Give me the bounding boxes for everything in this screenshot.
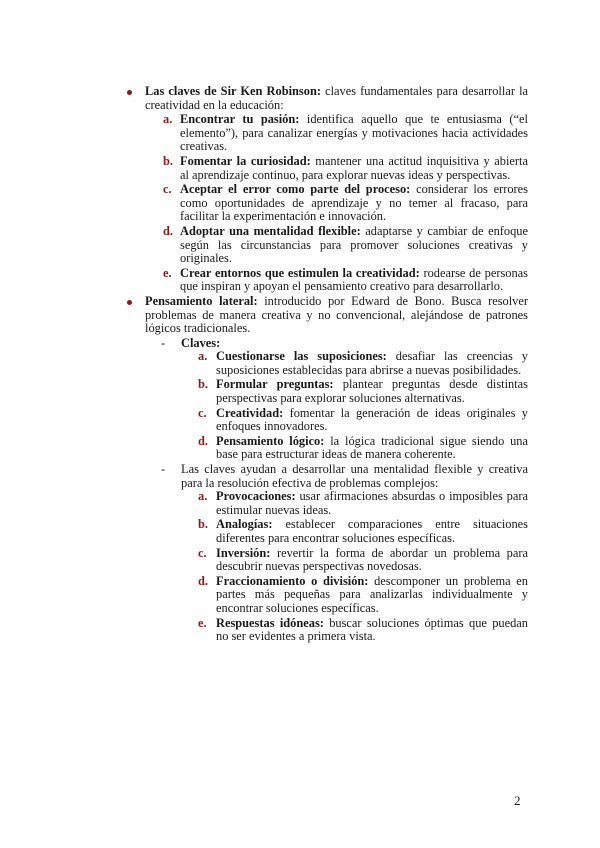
page-number: 2	[514, 793, 521, 808]
item-letter: a.	[198, 349, 208, 364]
item-letter: e.	[163, 265, 172, 280]
list-item	[145, 155, 528, 182]
dash-text: Las claves ayudan a desarrollar una mentalidad flexible y creativa para la resolución efectiva de problemas complejos:	[181, 462, 528, 490]
bullet-heading: Pensamiento lateral:	[145, 293, 258, 308]
item-text: plantear preguntas desde distintas perspectivas para explorar soluciones alternativas.	[216, 377, 528, 406]
item-text: adaptarse y cambiar de enfoque según las circunstancias para promover soluciones creativas y originales.	[180, 223, 528, 266]
item-heading: Respuestas idóneas:	[216, 615, 324, 630]
item-text: descomponer un problema en partes más pequeñas para analizarlas individualmente y encontrar soluciones específicas.	[216, 573, 528, 615]
item-letter: e.	[198, 615, 207, 630]
list-item	[181, 435, 528, 462]
item-text: identifica aquello que te entusiasma (“el elemento”), para canalizar energías y motivaciones hacia actividades creativas.	[180, 112, 528, 154]
item-letter: d.	[163, 223, 173, 238]
dash-item-claves	[145, 337, 528, 462]
item-heading: Inversión:	[216, 545, 271, 560]
bullet-text: introducido por Edward de Bono. Busca resolver problemas de manera creativa y no convencional, alejándose de patrones lógicos tradicionales.	[145, 293, 528, 336]
item-heading: Adoptar una mentalidad flexible:	[180, 223, 361, 238]
item-letter: d.	[198, 573, 208, 588]
list-item	[145, 225, 528, 266]
list-item	[181, 547, 528, 574]
list-item	[181, 518, 528, 545]
item-heading: Cuestionarse las suposiciones:	[216, 349, 387, 364]
item-text: considerar los errores como oportunidades de aprendizaje y no temer al fracaso, para facilitar la experimentación e innovación.	[180, 182, 528, 224]
item-heading: Fraccionamiento o división:	[216, 573, 369, 588]
item-text: mantener una actitud inquisitiva y abierta al aprendizaje continuo, para explorar nuevas ideas y perspectivas.	[180, 153, 528, 182]
item-letter: c.	[198, 545, 207, 560]
item-text: desafiar las creencias y suposiciones establecidas para abrirse a nuevas posibilidades.	[216, 349, 528, 377]
list-item	[145, 267, 528, 294]
item-heading: Aceptar el error como parte del proceso:	[180, 182, 411, 197]
item-letter: a.	[198, 489, 208, 504]
dash-heading: Claves:	[181, 335, 221, 350]
list-item	[181, 575, 528, 616]
bullet-text: claves fundamentales para desarrollar la creatividad en la educación:	[145, 84, 529, 112]
list-item	[181, 407, 528, 434]
item-text: rodearse de personas que inspiran y apoyan el pensamiento creativo para desarrollarlo.	[180, 265, 528, 294]
item-text: la lógica tradicional sigue siendo una base para estructurar ideas de manera coherente.	[216, 433, 528, 462]
claves-sublist	[181, 350, 528, 462]
item-text: revertir la forma de abordar un problema para descubrir nuevas perspectivas novedosas.	[216, 545, 528, 574]
robinson-sublist	[145, 113, 528, 294]
item-letter: b.	[198, 517, 208, 532]
list-item	[181, 350, 528, 377]
page-content	[118, 85, 528, 645]
item-letter: a.	[163, 112, 173, 127]
item-heading: Provocaciones:	[216, 489, 296, 504]
item-text: buscar soluciones óptimas que puedan no ser evidentes a primera vista.	[216, 615, 528, 644]
item-letter: b.	[198, 377, 208, 392]
item-heading: Formular preguntas:	[216, 377, 334, 392]
tecnicas-sublist	[181, 490, 528, 644]
dash-marker: -	[161, 335, 166, 350]
item-letter: b.	[163, 153, 173, 168]
list-item	[145, 113, 528, 154]
list-item	[145, 183, 528, 224]
item-letter: c.	[163, 182, 172, 197]
item-letter: d.	[198, 433, 208, 448]
bullet-dot-icon	[127, 300, 132, 305]
item-text: usar afirmaciones absurdas o imposibles para estimular nuevas ideas.	[216, 489, 528, 517]
item-heading: Analogías:	[216, 517, 273, 532]
list-item	[181, 378, 528, 405]
item-heading: Pensamiento lógico:	[216, 433, 325, 448]
list-item	[181, 490, 528, 517]
item-heading: Fomentar la curiosidad:	[180, 153, 311, 168]
item-text: establecer comparaciones entre situaciones diferentes para encontrar soluciones específicas.	[216, 517, 528, 545]
bullet-heading: Las claves de Sir Ken Robinson:	[145, 84, 321, 98]
bullet-pensamiento-lateral	[118, 295, 528, 644]
item-text: fomentar la generación de ideas originales y enfoques innovadores.	[216, 405, 528, 434]
item-heading: Creatividad:	[216, 405, 284, 420]
item-heading: Encontrar tu pasión:	[180, 112, 300, 127]
list-item	[181, 617, 528, 644]
item-letter: c.	[198, 405, 207, 420]
dash-item-mentalidad	[145, 463, 528, 644]
dash-marker: -	[161, 462, 166, 477]
bullet-ken-robinson	[118, 85, 528, 294]
item-heading: Crear entornos que estimulen la creatividad:	[180, 265, 420, 280]
bullet-dot-icon	[127, 90, 132, 95]
